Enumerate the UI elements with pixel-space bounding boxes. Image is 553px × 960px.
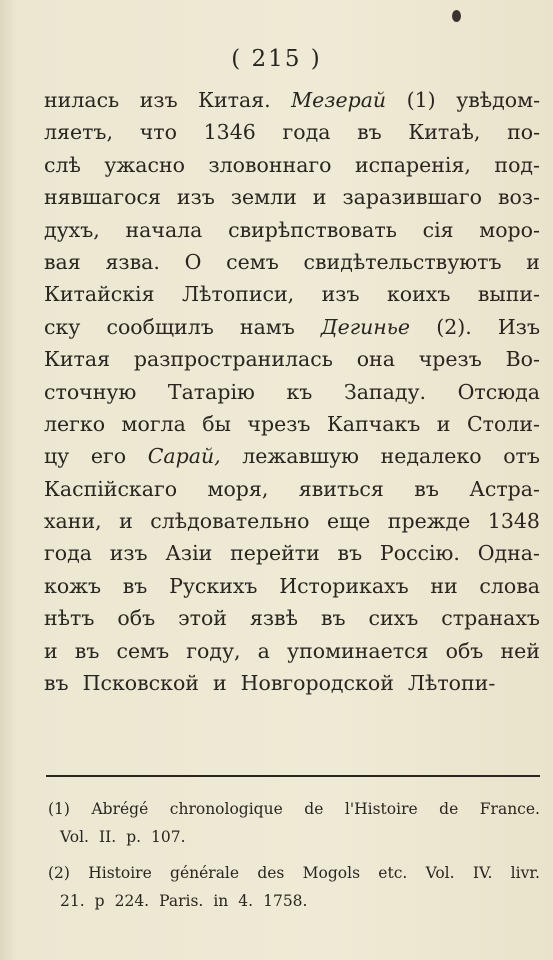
text-line bbox=[44, 282, 540, 314]
word: нявшагося bbox=[44, 185, 161, 210]
word: и bbox=[312, 185, 327, 210]
footnote-line bbox=[48, 800, 540, 828]
word: (2). bbox=[436, 314, 472, 339]
word: перейти bbox=[230, 541, 320, 566]
word: намъ bbox=[239, 314, 295, 339]
word: въ bbox=[320, 606, 346, 631]
word: отъ bbox=[503, 444, 540, 469]
word: слова bbox=[479, 573, 540, 598]
footnote-word: France. bbox=[479, 800, 540, 818]
word: изъ bbox=[176, 185, 215, 210]
word: Каспійскаго bbox=[44, 476, 178, 501]
word: года bbox=[44, 541, 92, 566]
word: Изъ bbox=[497, 314, 540, 339]
footnote-word: 107. bbox=[151, 828, 186, 846]
word: О bbox=[184, 249, 202, 274]
word: Столи- bbox=[466, 411, 540, 436]
word: и bbox=[436, 411, 451, 436]
text-line bbox=[44, 315, 540, 347]
word: въ bbox=[44, 671, 69, 696]
word: Сарай, bbox=[147, 444, 221, 469]
footnote-word: livr. bbox=[510, 864, 540, 882]
word: испаренія, bbox=[354, 152, 471, 177]
word: бы bbox=[202, 411, 231, 436]
word: свирѣпствовать bbox=[228, 217, 397, 242]
word: еще bbox=[326, 509, 371, 534]
text-line bbox=[44, 380, 540, 412]
text-line bbox=[44, 671, 540, 703]
word: Западу. bbox=[343, 379, 427, 404]
footnote-word: 224. bbox=[114, 892, 150, 910]
footnote-line bbox=[48, 828, 540, 856]
word: вая bbox=[44, 249, 81, 274]
footnote-word: Vol. bbox=[425, 864, 455, 882]
footnote-word: in bbox=[213, 892, 229, 910]
footnote-word: Paris. bbox=[159, 892, 204, 910]
ink-speck bbox=[452, 10, 461, 22]
word: нѣтъ bbox=[44, 606, 95, 631]
word: ску bbox=[44, 314, 81, 339]
word: Татарію bbox=[167, 379, 255, 404]
text-line bbox=[44, 509, 540, 541]
word: Отсюда bbox=[457, 379, 540, 404]
word: а bbox=[257, 638, 270, 663]
word: Китаѣ, bbox=[408, 120, 481, 145]
word: недалеко bbox=[380, 444, 482, 469]
text-line bbox=[44, 412, 540, 444]
word: изъ bbox=[321, 282, 360, 307]
text-line bbox=[44, 574, 540, 606]
word: Азіи bbox=[165, 541, 213, 566]
word: язва. bbox=[105, 249, 160, 274]
word: лежавшую bbox=[242, 444, 360, 469]
word: въ bbox=[357, 120, 382, 145]
word: объ bbox=[445, 638, 484, 663]
footnote-word: p bbox=[94, 892, 105, 910]
word: изъ bbox=[109, 541, 148, 566]
word: Лѣтописи, bbox=[182, 282, 295, 307]
word: и bbox=[526, 249, 540, 274]
word: сихъ bbox=[368, 606, 419, 631]
text-line bbox=[44, 347, 540, 379]
word: и bbox=[44, 638, 58, 663]
word: странахъ bbox=[441, 606, 540, 631]
word: въ bbox=[337, 541, 363, 566]
footnote-word: l'Histoire bbox=[344, 800, 418, 818]
footnote-word: II. bbox=[99, 828, 117, 846]
word: сточную bbox=[44, 379, 137, 404]
word: Псковской bbox=[82, 671, 199, 696]
word: Историкахъ bbox=[279, 573, 409, 598]
word: и bbox=[119, 509, 133, 534]
text-line bbox=[44, 606, 540, 638]
word: въ bbox=[122, 573, 148, 598]
text-line bbox=[44, 218, 540, 250]
footnote-word: 4. bbox=[238, 892, 254, 910]
footnote-word: des bbox=[257, 864, 285, 882]
word: ляетъ, bbox=[44, 120, 113, 145]
word: хани, bbox=[44, 509, 102, 534]
text-line bbox=[44, 153, 540, 185]
word: Россію. bbox=[379, 541, 460, 566]
word: Астра- bbox=[469, 476, 540, 501]
word: язвѣ bbox=[249, 606, 298, 631]
footnotes bbox=[48, 800, 540, 920]
word: Мезерай bbox=[291, 88, 387, 112]
word: зловоннаго bbox=[208, 152, 332, 177]
word: Капчакъ bbox=[326, 411, 421, 436]
word: моро- bbox=[479, 217, 540, 242]
word: земли bbox=[230, 185, 297, 210]
footnote-word: 1758. bbox=[263, 892, 308, 910]
word: его bbox=[90, 444, 127, 469]
footnote-word: p. bbox=[126, 828, 142, 846]
word: и bbox=[212, 671, 227, 696]
text-line bbox=[44, 477, 540, 509]
word: нилась bbox=[44, 88, 120, 112]
footnote-word: Mogols bbox=[302, 864, 361, 882]
footnote-word: (1) bbox=[48, 800, 70, 818]
footnote-word: générale bbox=[170, 864, 240, 882]
word: семъ bbox=[116, 638, 170, 663]
text-line bbox=[44, 444, 540, 476]
footnote-word: Histoire bbox=[88, 864, 152, 882]
word: могла bbox=[121, 411, 186, 436]
word: ужасно bbox=[104, 152, 185, 177]
word: къ bbox=[286, 379, 313, 404]
word: семъ bbox=[226, 249, 279, 274]
footnote-rule bbox=[46, 775, 540, 777]
word: свидѣтельствуютъ bbox=[303, 249, 502, 274]
word: объ bbox=[117, 606, 156, 631]
body-text bbox=[44, 88, 540, 703]
footnote-word: de bbox=[304, 800, 324, 818]
word: прежде bbox=[387, 509, 471, 534]
word: этой bbox=[178, 606, 227, 631]
word: упоминается bbox=[287, 638, 429, 663]
text-line bbox=[44, 120, 540, 152]
word: въ bbox=[414, 476, 439, 501]
word: легко bbox=[44, 411, 106, 436]
text-line bbox=[44, 541, 540, 573]
word: увѣдом- bbox=[456, 88, 540, 112]
word: Китая bbox=[44, 347, 111, 372]
text-line bbox=[44, 185, 540, 217]
text-line bbox=[44, 250, 540, 282]
word: духъ, bbox=[44, 217, 100, 242]
word: по- bbox=[507, 120, 540, 145]
footnote-word: IV. bbox=[472, 864, 493, 882]
footnote-line bbox=[48, 864, 540, 892]
word: году, bbox=[186, 638, 241, 663]
word: чрезъ bbox=[418, 347, 482, 372]
word: Рускихъ bbox=[169, 573, 258, 598]
word: Лѣтопи- bbox=[407, 671, 496, 696]
word: ней bbox=[500, 638, 540, 663]
word: (1) bbox=[406, 88, 436, 112]
word: сообщилъ bbox=[106, 314, 214, 339]
page-number: ( 215 ) bbox=[231, 46, 322, 72]
word: что bbox=[139, 120, 177, 145]
footnote-word: Vol. bbox=[60, 828, 89, 846]
word: разпространилась bbox=[133, 347, 333, 372]
word: Во- bbox=[505, 347, 540, 372]
text-line bbox=[44, 639, 540, 671]
word: слѣдовательно bbox=[150, 509, 310, 534]
word: Дегинье bbox=[320, 314, 411, 339]
word: Новгородской bbox=[240, 671, 394, 696]
footnote-line bbox=[48, 892, 540, 920]
word: она bbox=[356, 347, 395, 372]
word: цу bbox=[44, 444, 70, 469]
word: Китая. bbox=[198, 88, 271, 112]
footnote-word: 21. bbox=[60, 892, 85, 910]
word: моря, bbox=[207, 476, 269, 501]
word: Китайскія bbox=[44, 282, 155, 307]
footnote-word: Abrégé bbox=[91, 800, 149, 818]
word: въ bbox=[74, 638, 100, 663]
word: под- bbox=[494, 152, 540, 177]
word: чрезъ bbox=[247, 411, 311, 436]
footnote-word: chronologique bbox=[169, 800, 283, 818]
word: изъ bbox=[139, 88, 178, 112]
word: 1348 bbox=[487, 509, 540, 534]
word: года bbox=[282, 120, 331, 145]
word: Одна- bbox=[477, 541, 540, 566]
footnote-word: etc. bbox=[378, 864, 408, 882]
word: воз- bbox=[497, 185, 540, 210]
word: сія bbox=[422, 217, 454, 242]
word: начала bbox=[125, 217, 203, 242]
word: ни bbox=[430, 573, 458, 598]
footnote-word: (2) bbox=[48, 864, 70, 882]
word: 1346 bbox=[203, 120, 256, 145]
footnote-word: de bbox=[439, 800, 459, 818]
text-line bbox=[44, 88, 540, 120]
word: выпи- bbox=[477, 282, 540, 307]
word: коихъ bbox=[386, 282, 451, 307]
word: явиться bbox=[298, 476, 384, 501]
word: кожъ bbox=[44, 573, 102, 598]
word: слѣ bbox=[44, 152, 81, 177]
word: заразившаго bbox=[342, 185, 482, 210]
